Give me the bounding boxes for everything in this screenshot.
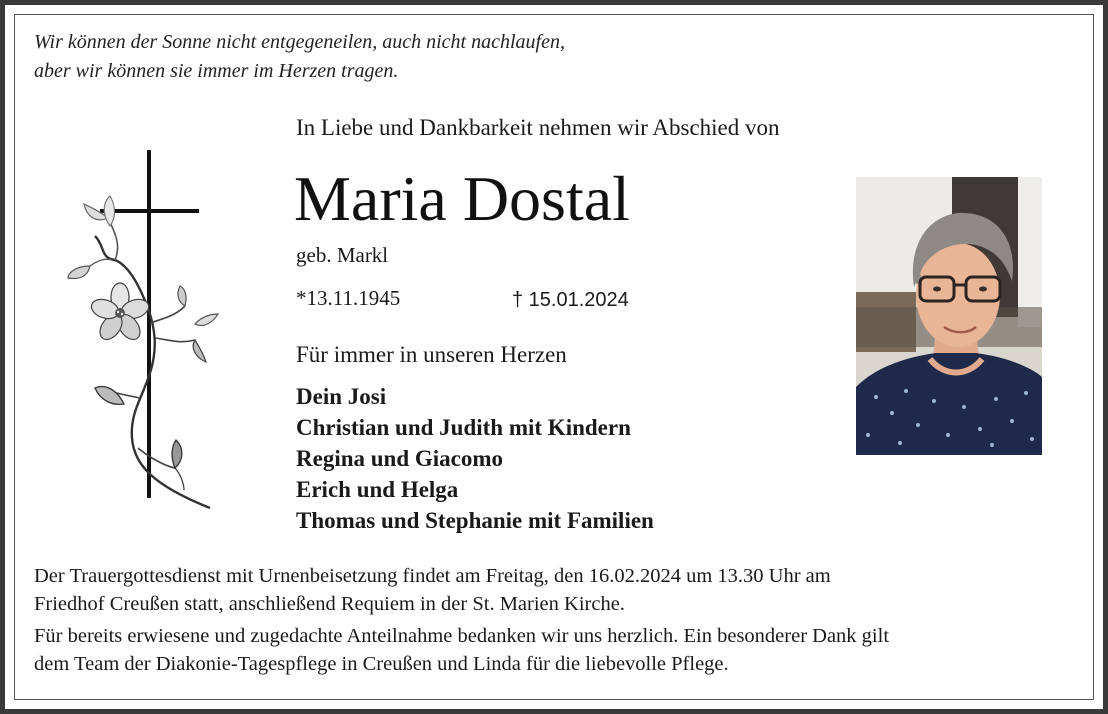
thanks-line-2: dem Team der Diakonie-Tagespflege in Creußen und Linda für die liebevolle Pflege. <box>34 653 729 675</box>
deceased-name: Maria Dostal <box>294 163 630 234</box>
farewell-intro: In Liebe und Dankbarkeit nehmen wir Abschied von <box>296 115 780 140</box>
service-line-2: Friedhof Creußen statt, anschließend Requiem in der St. Marien Kirche. <box>34 593 625 615</box>
mourner-line: Erich und Helga <box>296 477 459 502</box>
cross-with-flower-icon <box>60 148 230 518</box>
motto-quote <box>34 28 565 86</box>
mourners-list <box>296 381 654 536</box>
mourner-line: Thomas und Stephanie mit Familien <box>296 508 654 533</box>
service-line-1: Der Trauergottesdienst mit Urnenbeisetzung findet am Freitag, den 16.02.2024 um 13.30 Uhr am <box>34 565 831 587</box>
thanks-line-1: Für bereits erwiesene und zugedachte Anteilnahme bedanken wir uns herzlich. Ein besonderer Dank gilt <box>34 625 890 647</box>
mourner-line: Christian und Judith mit Kindern <box>296 415 631 440</box>
birth-date: *13.11.1945 <box>296 286 401 310</box>
motto-line-1: Wir können der Sonne nicht entgegeneilen, auch nicht nachlaufen, <box>34 31 565 53</box>
portrait-photo <box>856 177 1042 455</box>
death-date: † 15.01.2024 <box>512 289 629 311</box>
forever-line: Für immer in unseren Herzen <box>296 342 567 367</box>
funeral-service-notice <box>34 562 1074 618</box>
motto-line-2: aber wir können sie immer im Herzen tragen. <box>34 60 399 82</box>
mourner-line: Dein Josi <box>296 384 387 409</box>
maiden-name: geb. Markl <box>296 243 389 267</box>
mourner-line: Regina und Giacomo <box>296 446 504 471</box>
thanks-notice <box>34 622 1084 678</box>
